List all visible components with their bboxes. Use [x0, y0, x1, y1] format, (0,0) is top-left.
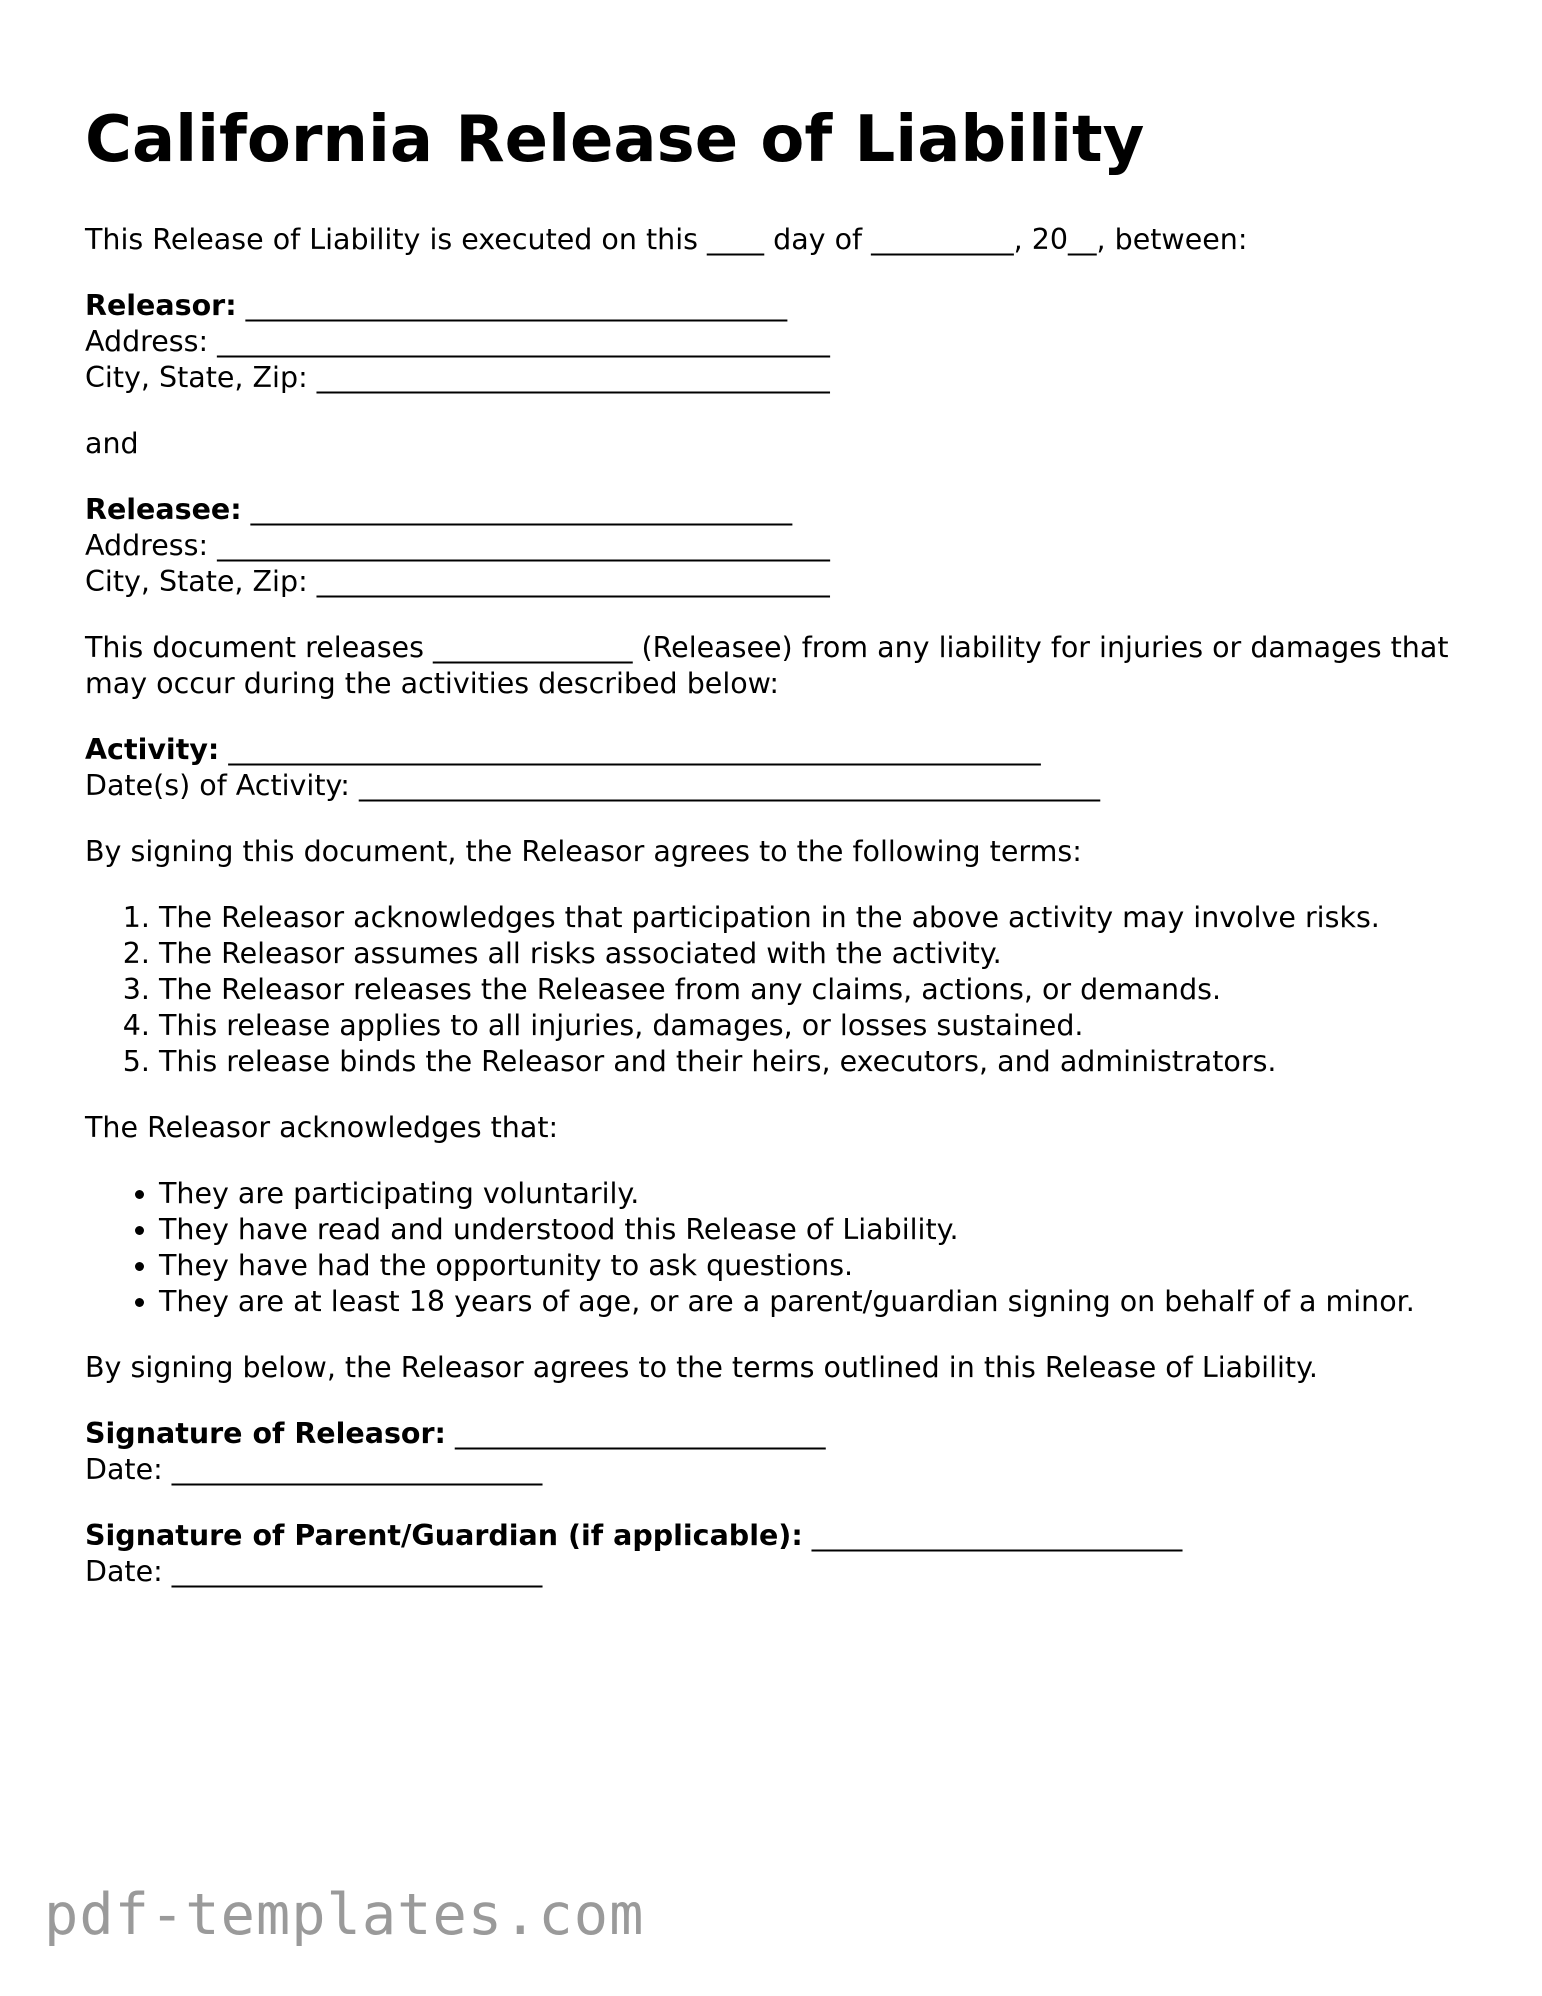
releasor-section [85, 288, 1465, 396]
release-statement: This document releases ______________ (Releasee) from any liability for injuries or damages that may occur during the activities described below: [85, 631, 1449, 700]
document-page [85, 100, 1465, 1620]
guardian-signature-line [85, 1518, 1465, 1554]
releasor-blank: ______________________________________ [236, 289, 788, 322]
list-item: • They are at least 18 years of age, or are a parent/guardian signing on behalf of a minor. [159, 1284, 1465, 1320]
list-item: 5. This release binds the Releasor and their heirs, executors, and administrators. [159, 1044, 1465, 1080]
activity-blank: _________________________________________________________ [219, 733, 1041, 766]
releasor-signature-blank: __________________________ [445, 1417, 826, 1450]
list-item: 2. The Releasor assumes all risks associated with the activity. [159, 936, 1465, 972]
releasor-signature-date: Date: __________________________ [85, 1453, 543, 1486]
watermark: pdf-templates.com [44, 1882, 645, 1948]
acknowledgements-list [85, 1176, 1465, 1320]
guardian-signature-date: Date: __________________________ [85, 1555, 543, 1588]
releasor-city-state-zip: City, State, Zip: ____________________________________ [85, 361, 830, 394]
terms-intro: By signing this document, the Releasor agrees to the following terms: [85, 835, 1082, 868]
terms-list [85, 900, 1465, 1080]
list-item: 1. The Releasor acknowledges that participation in the above activity may involve risks. [159, 900, 1465, 936]
intro-paragraph: This Release of Liability is executed on this ____ day of __________, 20__, between: [85, 223, 1248, 256]
releasor-label: Releasor: [85, 289, 237, 322]
list-item: • They have had the opportunity to ask questions. [159, 1248, 1465, 1284]
releasee-address: Address: ___________________________________________ [85, 529, 830, 562]
acknowledge-intro: The Releasor acknowledges that: [85, 1111, 559, 1144]
releasee-city-state-zip: City, State, Zip: ____________________________________ [85, 565, 830, 598]
list-item: • They are participating voluntarily. [159, 1176, 1465, 1212]
list-item: 4. This release applies to all injuries, damages, or losses sustained. [159, 1008, 1465, 1044]
releasor-signature-label: Signature of Releasor: [85, 1417, 446, 1450]
activity-dates: Date(s) of Activity: ____________________________________________________ [85, 769, 1100, 802]
document-title: California Release of Liability [85, 103, 1145, 177]
releasor-address: Address: ___________________________________________ [85, 325, 830, 358]
activity-label: Activity: [85, 733, 220, 766]
activity-line [85, 732, 1465, 768]
releasee-line [85, 492, 1465, 528]
releasee-label: Releasee: [85, 493, 242, 526]
releasee-blank: ______________________________________ [241, 493, 793, 526]
list-item: 3. The Releasor releases the Releasee from any claims, actions, or demands. [159, 972, 1465, 1008]
guardian-signature-section [85, 1518, 1465, 1590]
closing-statement: By signing below, the Releasor agrees to the terms outlined in this Release of Liability. [85, 1351, 1318, 1384]
activity-section [85, 732, 1465, 804]
and-text: and [85, 427, 139, 460]
releasor-line [85, 288, 1465, 324]
releasor-signature-section [85, 1416, 1465, 1488]
list-item: • They have read and understood this Release of Liability. [159, 1212, 1465, 1248]
releasor-signature-line [85, 1416, 1465, 1452]
guardian-signature-blank: __________________________ [802, 1519, 1183, 1552]
releasee-section [85, 492, 1465, 600]
guardian-signature-label: Signature of Parent/Guardian (if applicable): [85, 1519, 803, 1552]
